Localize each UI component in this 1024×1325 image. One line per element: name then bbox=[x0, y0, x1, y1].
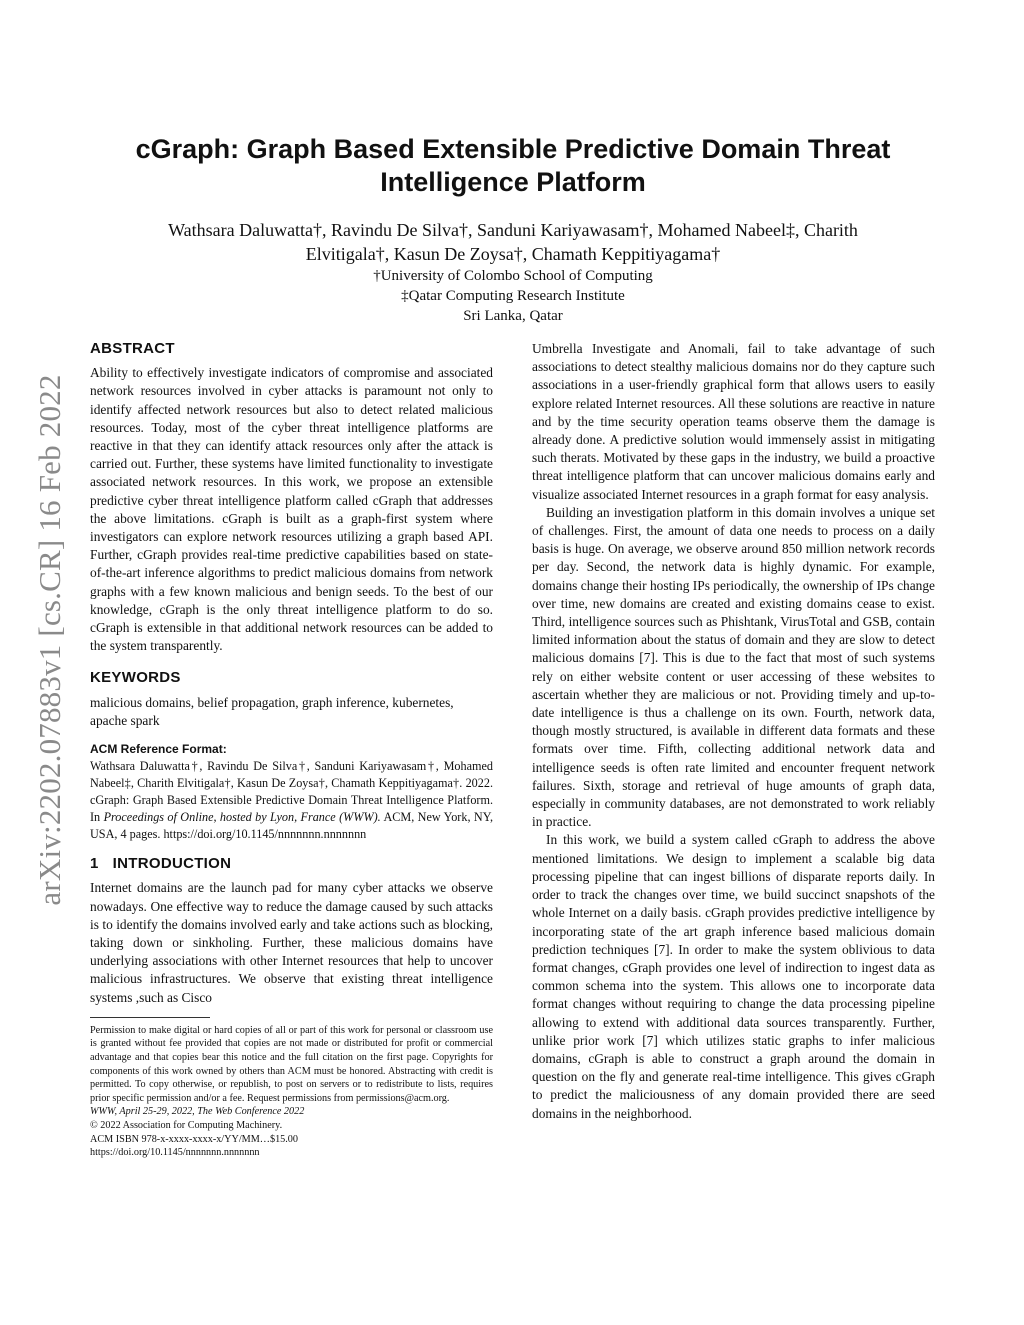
abstract-heading: ABSTRACT bbox=[90, 340, 175, 357]
left-column bbox=[90, 340, 493, 1160]
paper-title: cGraph: Graph Based Extensible Predictive Domain Threat Intelligence Platform bbox=[135, 134, 891, 197]
right-column bbox=[532, 340, 935, 1123]
arxiv-identifier: arXiv:2202.07883v1 [cs.CR] 16 Feb 2022 bbox=[32, 374, 67, 906]
section-number: 1 bbox=[90, 855, 99, 873]
isbn-line: ACM ISBN 978-x-xxxx-xxxx-x/YY/MM…$15.00 bbox=[90, 1133, 298, 1145]
intro-paragraph-1-continued: Umbrella Investigate and Anomali, fail to take advantage of such associations to detect stealthy malicious domains nor do they capture such associations in a user-friendly graphical form that allows users to easily explore related Internet resources. All these solutions are reactive in nature and by the time security operation teams observe them the damage is already done. A predictive solution would immensely assist in mitigating such therats. Motivated by these gaps in the industry, we build a proactive threat intelligence platform that can uncover malicious domains early and visualize associated Internet resources in a graph format for easy analysis. bbox=[532, 341, 935, 502]
intro-paragraph-2: Building an investigation platform in this domain involves a unique set of challenges. First, the amount of data one needs to process on a daily basis is huge. On average, we observe around 850 million network records per day. Second, the network data is highly dynamic. For example, domains change their hosting IPs periodically, the ownership of IPs change over time, new domains are created and existing domains cease to exist. Third, intelligence sources such as Phishtank, VirusTotal and GSB, contain limited information about the status of domain and they are slow to detect malicious domains [7]. This is due to the fact that most of such systems rely on either website content or user accessing of these websites to ascertain whether they are malicious or not. Providing timely and up-to-date intelligence is thus a challenge on its own. Fourth, network data, though mostly structured, is available in different data formats and these formats over time. Fifth, collecting additional network data and intelligence seeds is often rate limited and encounter frequent network failures. Sixth, storage and retrieval of huge amounts of graph data, especially in community databases, are not demonstrated to work reliably in practice. bbox=[532, 504, 935, 830]
intro-paragraph-3: In this work, we build a system called cGraph to address the above mentioned limitations. We design to implement a scalable big data processing pipeline that can ingest billions of disparate reports daily. In order to track the changes over time, we build succinct snapshots of the whole Internet on a daily basis. cGraph provides predictive intelligence by incorporating state of the art graph inference based malicious domain prediction techniques [7]. In order to make the system oblivious to data format changes, cGraph provides one level of indirection to ingest data as common schema into the system. This allows one to incorporate data format changes without requiring to change the data processing pipeline allowing to extend with additional data sources transparently. Further, unlike prior work [7] which utilizes static graphs to infer malicious domains, cGraph is able to construct a graph around the domain in question on the fly and generate real-time intelligence. This gives cGraph to predict the maliciousness of any domain provided there are seed domains in the neighborhood. bbox=[532, 832, 935, 1121]
acm-reference-authors: Wathsara Daluwatta†, Ravindu De Silva†, Sanduni Kariyawasam†, Mohamed Nabeel‡, Charith Elvitigala†, Kasun De Zoysa†, Chamath Keppitiyagama†. bbox=[90, 759, 493, 791]
affiliation-location: Sri Lanka, Qatar bbox=[463, 308, 563, 324]
footnote-rule bbox=[90, 1017, 210, 1018]
affiliation-1: †University of Colombo School of Computing bbox=[373, 268, 653, 284]
acm-reference-citation: 2022. cGraph: Graph Based Extensible Predictive Domain Threat Intelligence Platform. In bbox=[90, 776, 493, 825]
keywords-heading: KEYWORDS bbox=[90, 669, 181, 687]
affiliation-2: ‡Qatar Computing Research Institute bbox=[401, 288, 625, 304]
section-title: INTRODUCTION bbox=[112, 855, 232, 873]
author-line-2: Elvitigala†, Kasun De Zoysa†, Chamath Keppitiyagama† bbox=[305, 244, 721, 264]
author-line-1: Wathsara Daluwatta†, Ravindu De Silva†, Sanduni Kariyawasam†, Mohamed Nabeel‡, Charith bbox=[168, 220, 858, 240]
affiliations bbox=[90, 266, 936, 326]
introduction-heading bbox=[90, 855, 493, 873]
acm-reference bbox=[90, 758, 493, 843]
abstract-text: Ability to effectively investigate indicators of compromise and associated network resources involved in cyber attacks is paramount not only to identify affected network resources but also to detect related malicious resources. Today, most of the cyber threat intelligence platforms are reactive in that they can identify attack resources only after the attack is carried out. Further, these systems have limited functionality to investigate associated network resources. In this work, we propose an extensible predictive cyber threat intelligence platform called cGraph that addresses the above limitations. cGraph is built as a graph-first system where investigators can explore network resources utilizing a graph based API. Further, cGraph provides real-time predictive capabilities based on state-of-the-art inference algorithms to predict malicious domains from network graphs with a few known malicious and benign seeds. To the best of our knowledge, cGraph is the only threat intelligence platform to do so. cGraph is extensible in that additional network resources can be added to the system transparently. bbox=[90, 365, 493, 654]
copyright-line: © 2022 Association for Computing Machinery. bbox=[90, 1120, 283, 1132]
doi-link[interactable]: https://doi.org/10.1145/nnnnnnn.nnnnnnn bbox=[90, 1147, 260, 1159]
acm-reference-publisher: ACM, New York, NY, USA, 4 pages. https://doi.org/10.1145/nnnnnnn.nnnnnnn bbox=[90, 810, 493, 842]
intro-paragraph-1: Internet domains are the launch pad for many cyber attacks we observe nowadays. One effective way to reduce the damage caused by such attacks is to identify the domains involved early and take actions such as blocking, taking down or sinkholing. Further, these malicious domains have underlying associations with other Internet resources that help to uncover malicious infrastructures. We observe that existing threat intelligence systems ,such as Cisco bbox=[90, 880, 493, 1005]
acm-reference-label: ACM Reference Format: bbox=[90, 742, 227, 757]
permission-notice bbox=[90, 1024, 493, 1160]
conference-info: WWW, April 25-29, 2022, The Web Conference 2022 bbox=[90, 1106, 305, 1118]
keywords-text: malicious domains, belief propagation, graph inference, kubernetes, apache spark bbox=[90, 694, 454, 728]
acm-reference-venue: Proceedings of Online, hosted by Lyon, France (WWW). bbox=[103, 810, 381, 825]
permission-text: Permission to make digital or hard copies of all or part of this work for personal or classroom use is granted without fee provided that copies are not made or distributed for profit or commercial advantage and that copies bear this notice and the full citation on the first page. Copyrights for components of this work owned by others than ACM must be honored. Abstracting with credit is permitted. To copy otherwise, or republish, to post on servers or to redistribute to lists, requires prior specific permission and/or a fee. Request permissions from permissions@acm.org. bbox=[90, 1024, 493, 1104]
author-list bbox=[90, 218, 936, 266]
